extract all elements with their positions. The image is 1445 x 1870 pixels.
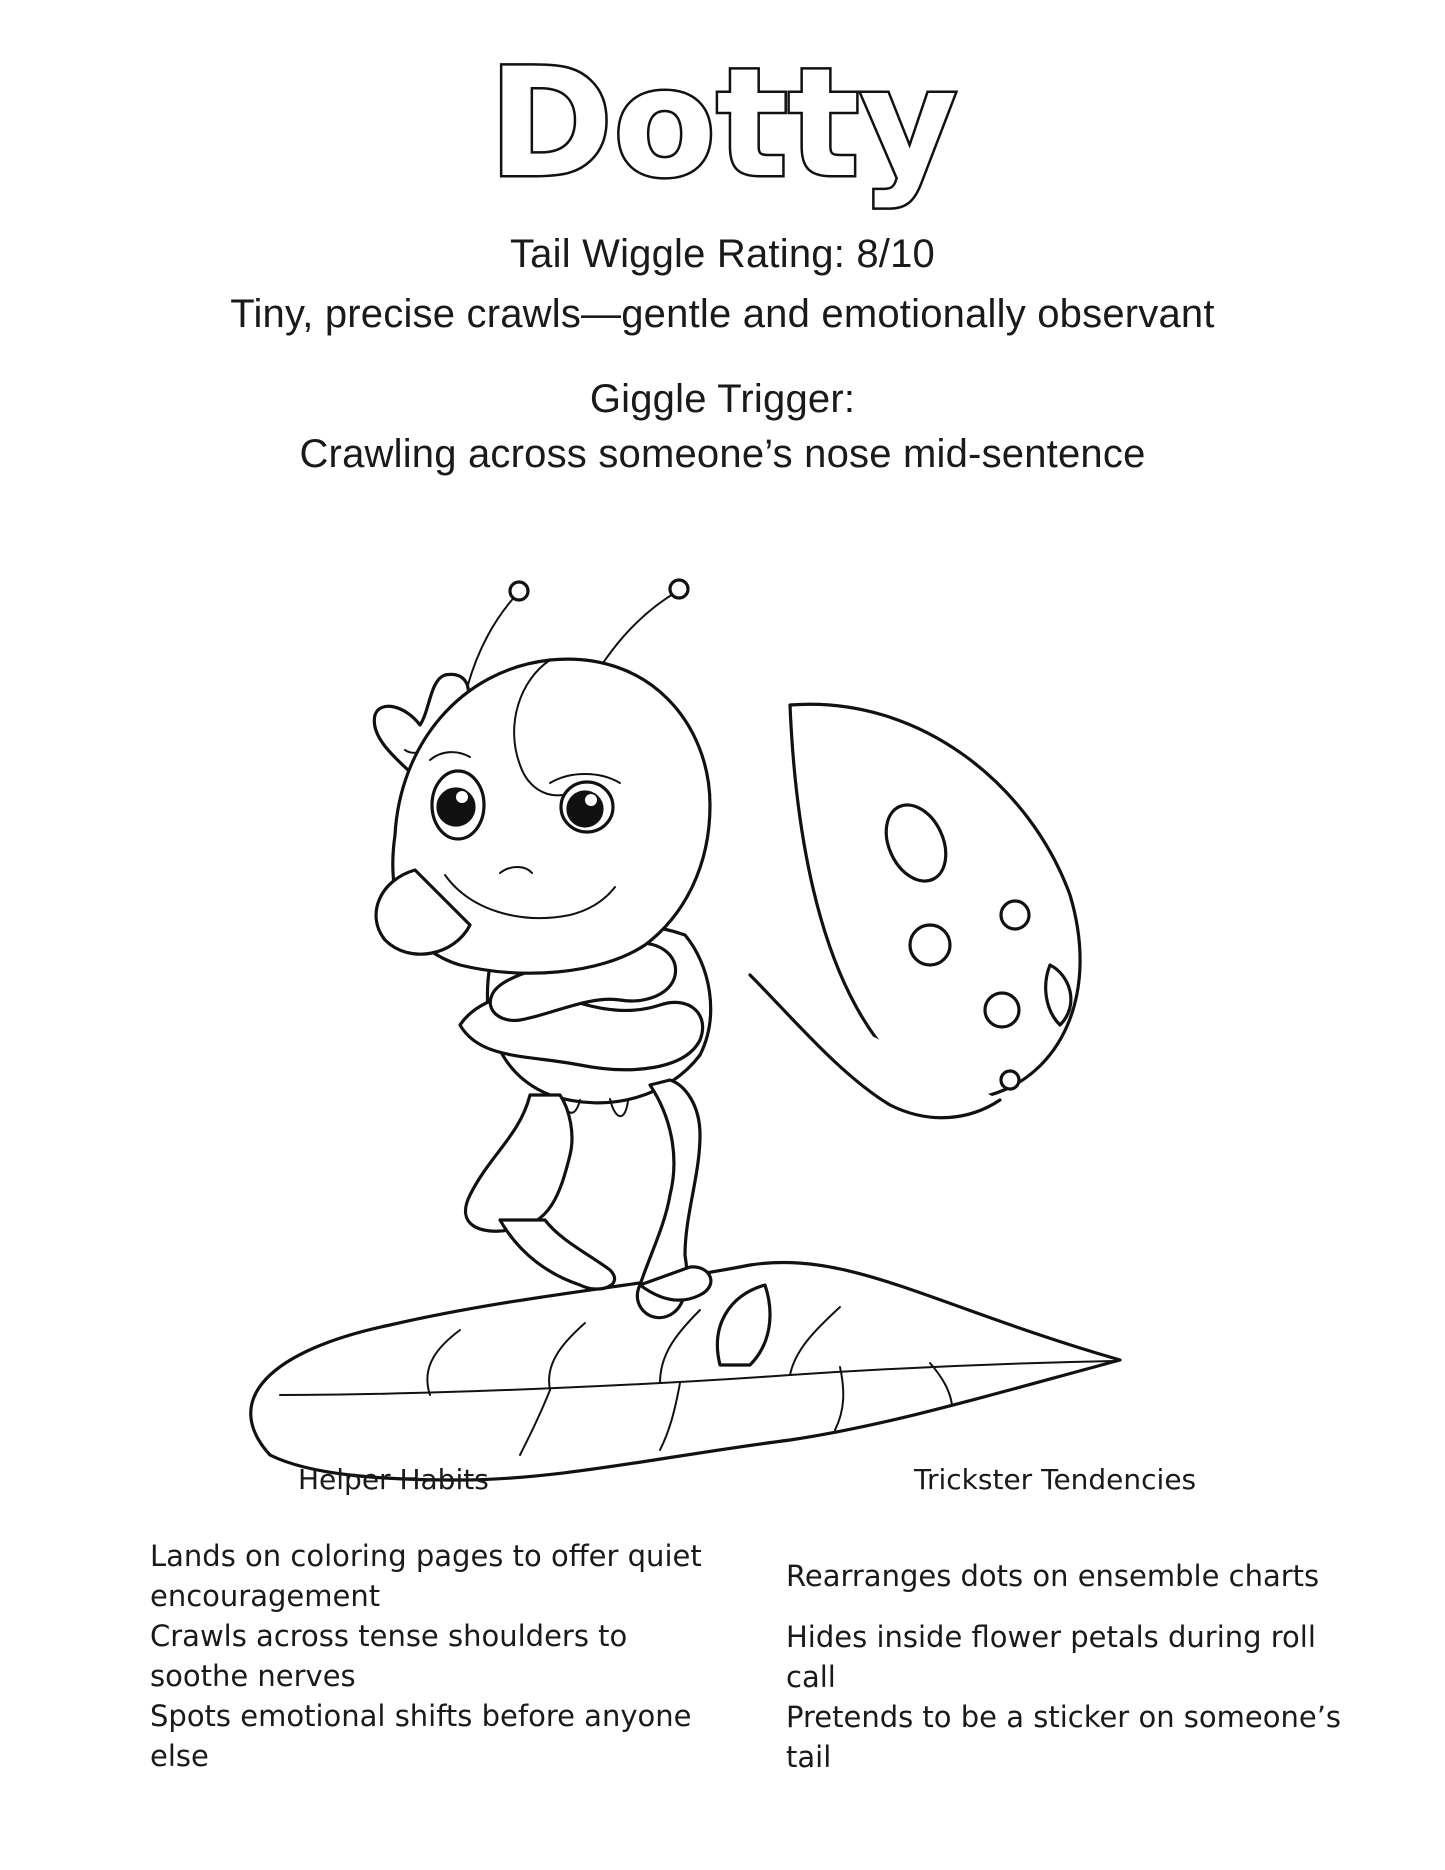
helper-habit-item: Spots emotional shifts before anyone else [150, 1699, 692, 1773]
wiggle-rating: Tail Wiggle Rating: 8/10 [509, 232, 935, 276]
trickster-tendency-item: Rearranges dots on ensemble charts [786, 1559, 1320, 1593]
title-outline-lettering [473, 40, 973, 210]
helper-habits-heading: Helper Habits [298, 1463, 489, 1496]
shell-spot [1001, 901, 1029, 929]
trickster-tendencies-list [786, 1556, 1346, 1777]
giggle-trigger-label: Giggle Trigger: [589, 377, 856, 421]
page-title [0, 40, 1445, 210]
helper-habit-item: Lands on coloring pages to offer quiet encouragement [150, 1539, 702, 1613]
trickster-tendency-item: Hides inside flower petals during roll call [786, 1620, 1316, 1694]
giggle-trigger-text: Crawling across someone’s nose mid-sentence [299, 432, 1146, 476]
wiggle-description: Tiny, precise crawls—gentle and emotionally observant [230, 292, 1215, 336]
shell-spot [910, 925, 950, 965]
ladybug-shell [750, 704, 1080, 1117]
legs [466, 1080, 711, 1318]
ladybug-illustration [230, 495, 1150, 1485]
shell-spot [985, 993, 1019, 1027]
shell-spot [1001, 1071, 1019, 1089]
helper-habits-list [150, 1536, 710, 1776]
helper-habit-item: Crawls across tense shoulders to soothe nerves [150, 1619, 628, 1693]
trickster-tendency-item: Pretends to be a sticker on someone’s tail [786, 1700, 1342, 1774]
trickster-tendencies-heading: Trickster Tendencies [914, 1463, 1197, 1496]
ladybug-line-art [230, 495, 1150, 1485]
title-text: Dotty [488, 40, 957, 210]
